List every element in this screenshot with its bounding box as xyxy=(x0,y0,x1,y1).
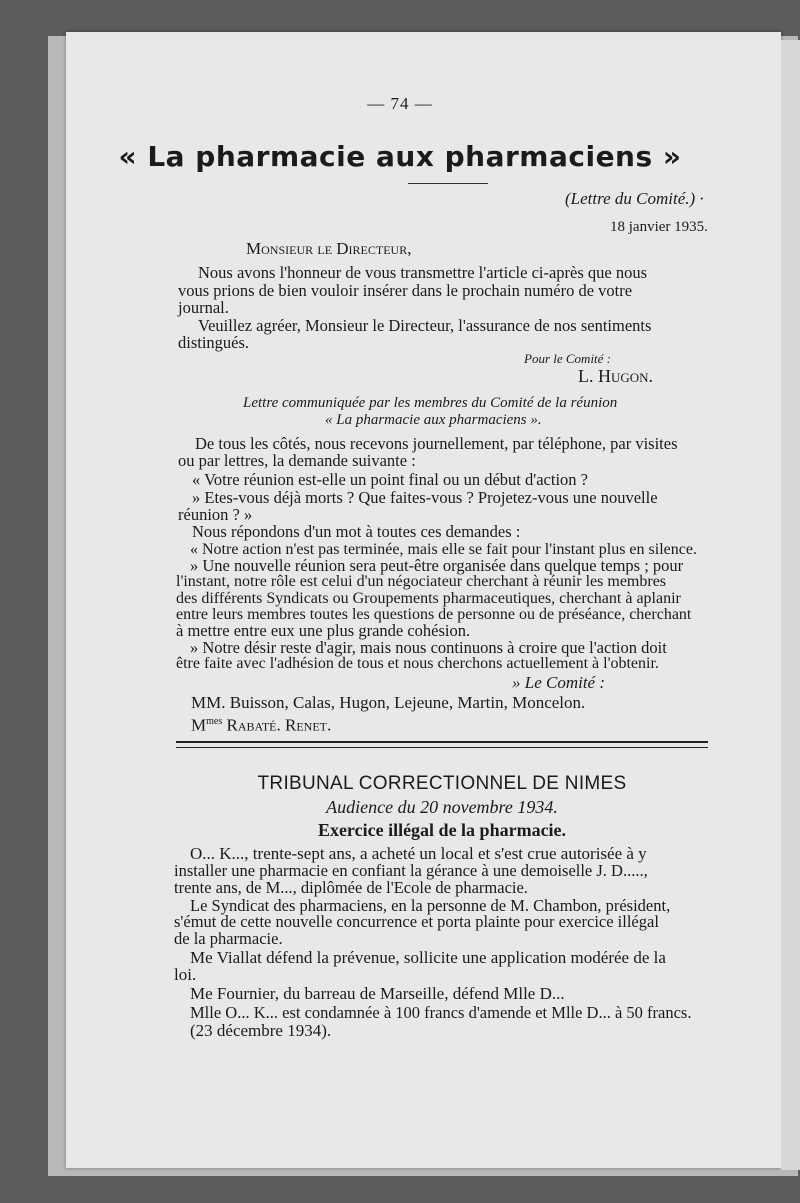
letter-source: (Lettre du Comité.) · xyxy=(565,189,704,208)
tribunal-heading: Exercice illégal de la pharmacie. xyxy=(317,820,567,840)
communique-line: des différents Syndicats ou Groupements pharmaceutiques, cherchant à aplanir xyxy=(176,590,681,607)
communique-line: réunion ? » xyxy=(178,505,253,524)
communique-line: ou par lettres, la demande suivante : xyxy=(178,451,416,470)
tribunal-line: (23 décembre 1934). xyxy=(190,1021,332,1040)
letter-line: Veuillez agréer, Monsieur le Directeur, l'assurance de nos sentiments xyxy=(198,316,652,335)
tribunal-line: Mlle O... K... est condamnée à 100 francs d'amende et Mlle D... à 50 francs. xyxy=(190,1003,692,1022)
communique-signed: » Le Comité : xyxy=(512,673,606,692)
tribunal-line: Me Fournier, du barreau de Marseille, défend Mlle D... xyxy=(190,984,565,1003)
communique-line: à mettre entre eux une plus grande cohésion. xyxy=(176,621,471,640)
title-underline xyxy=(408,183,488,184)
communique-line: entre leurs membres toutes les questions de personne ou de préséance, cherchant xyxy=(176,606,692,623)
adjacent-page-strip xyxy=(781,40,800,1170)
letter-date: 18 janvier 1935. xyxy=(610,219,708,235)
communique-intro: « La pharmacie aux pharmaciens ». xyxy=(325,412,542,428)
page-number: — 74 — xyxy=(367,94,433,113)
letter-line: vous prions de bien vouloir insérer dans le prochain numéro de votre xyxy=(178,281,633,300)
committee-members-women: $M^{mes}$ Rabaté. Renet. xyxy=(191,715,332,735)
tribunal-line: O... K..., trente-sept ans, a acheté un local et s'est crue autorisée à y xyxy=(190,844,647,863)
tribunal-line: de la pharmacie. xyxy=(174,929,283,948)
communique-line: » Une nouvelle réunion sera peut-être organisée dans quelque temps ; pour xyxy=(190,556,684,575)
tribunal-line: Le Syndicat des pharmaciens, en la personne de M. Chambon, président, xyxy=(190,896,671,915)
tribunal-title: TRIBUNAL CORRECTIONNEL DE NIMES xyxy=(257,773,627,794)
letter-line: distingués. xyxy=(178,333,250,352)
communique-line: » Notre désir reste d'agir, mais nous continuons à croire que l'action doit xyxy=(190,638,667,657)
letter-line: journal. xyxy=(178,298,229,317)
communique-line: l'instant, notre rôle est celui d'un négociateur cherchant à réunir les membres xyxy=(176,573,667,590)
tribunal-line: Me Viallat défend la prévenue, sollicite une application modérée de la xyxy=(190,948,666,967)
communique-line: Nous répondons d'un mot à toutes ces demandes : xyxy=(192,522,521,541)
tribunal-line: trente ans, de M..., diplômée de l'Ecole de pharmacie. xyxy=(174,878,528,897)
tribunal-audience: Audience du 20 novembre 1934. xyxy=(326,797,558,817)
letter-line: Nous avons l'honneur de vous transmettre l'article ci-après que nous xyxy=(198,263,648,282)
committee-members: MM. Buisson, Calas, Hugon, Lejeune, Martin, Moncelon. xyxy=(191,693,586,712)
communique-line: De tous les côtés, nous recevons journellement, par téléphone, par visites xyxy=(195,434,678,453)
communique-intro: Lettre communiquée par les membres du Comité de la réunion xyxy=(243,395,618,411)
tribunal-line: s'émut de cette nouvelle concurrence et porta plainte pour exercice illégal xyxy=(174,912,659,931)
letter-salutation: Monsieur le Directeur, xyxy=(246,239,412,258)
communique-line: » Etes-vous déjà morts ? Que faites-vous ? Projetez-vous une nouvelle xyxy=(192,488,658,507)
letter-signature: L. Hugon. xyxy=(578,366,654,386)
section-divider xyxy=(176,741,708,748)
letter-for-committee: Pour le Comité : xyxy=(524,351,612,366)
tribunal-line: loi. xyxy=(174,965,197,984)
communique-line: « Votre réunion est-elle un point final ou un début d'action ? xyxy=(192,470,588,489)
communique-line: « Notre action n'est pas terminée, mais elle se fait pour l'instant plus en silence. xyxy=(190,541,697,558)
tribunal-line: installer une pharmacie en confiant la gérance à une demoiselle J. D....., xyxy=(174,861,648,880)
article-title: « La pharmacie aux pharmaciens » xyxy=(118,140,682,173)
communique-line: être faite avec l'adhésion de tous et nous cherchons actuellement à l'obtenir. xyxy=(176,655,659,672)
